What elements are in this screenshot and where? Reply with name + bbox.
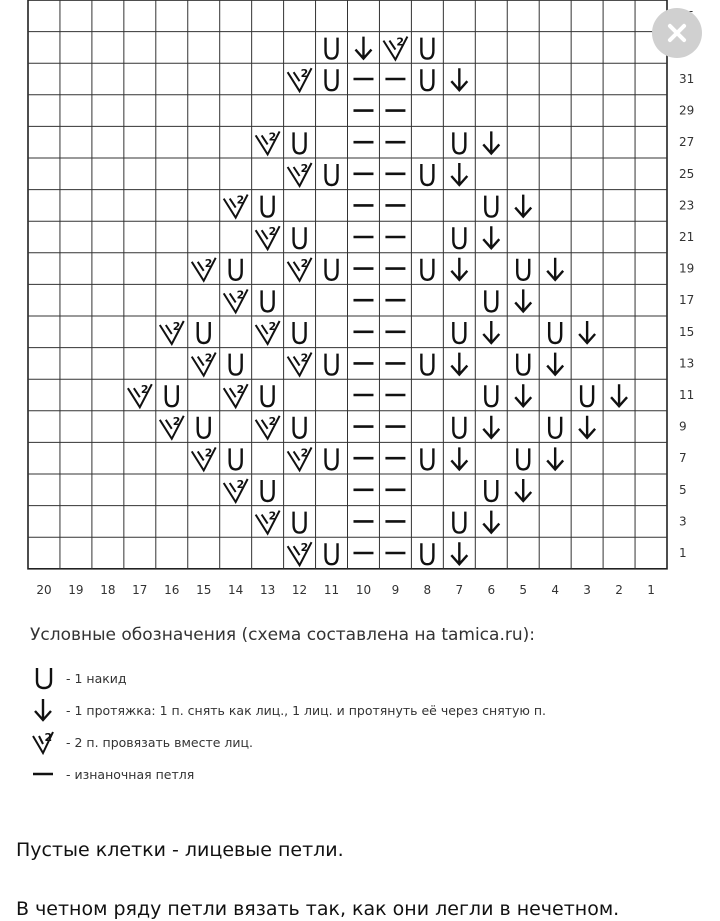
k2tog-number: 2	[300, 541, 309, 555]
column-label: 13	[259, 582, 276, 597]
k2tog-number: 2	[236, 193, 245, 207]
column-label: 20	[36, 582, 52, 597]
column-label: 14	[228, 582, 244, 597]
k2tog-number: 2	[300, 162, 309, 175]
column-label: 5	[519, 582, 528, 597]
column-label: 12	[291, 582, 308, 597]
column-label: 15	[196, 582, 212, 597]
k2tog-number: 2	[140, 383, 149, 397]
row-label: 15	[679, 324, 695, 339]
column-label: 3	[583, 582, 591, 597]
row-label: 7	[679, 451, 687, 466]
k2tog-number: 2	[300, 351, 309, 365]
k2tog-number: 2	[268, 130, 277, 144]
column-label: 8	[423, 582, 432, 597]
yarn-over-icon	[30, 665, 60, 691]
legend-title: Условные обозначения (схема составлена на tamica.ru):	[30, 625, 535, 645]
row-label: 13	[679, 356, 695, 371]
row-label: 31	[679, 72, 695, 86]
k2tog-icon	[30, 729, 60, 755]
row-label: 27	[679, 135, 695, 150]
k2tog-number: 2	[300, 256, 309, 270]
legend-text-yarn-over: - 1 накид	[66, 671, 127, 686]
svg-text:2: 2	[44, 731, 53, 744]
k2tog-number: 2	[268, 414, 277, 428]
row-label: 17	[679, 293, 695, 308]
column-label: 19	[68, 582, 84, 597]
note-even-rows: В четном ряду петли вязать так, как они легли в нечетном.	[16, 898, 620, 920]
legend-text-k2tog: - 2 п. провязать вместе лиц.	[66, 735, 253, 750]
k2tog-number: 2	[236, 288, 245, 302]
k2tog-number: 2	[172, 320, 181, 333]
row-label: 19	[679, 261, 695, 276]
note-empty-cells: Пустые клетки - лицевые петли.	[16, 839, 344, 861]
pull-through-icon	[30, 697, 60, 723]
column-label: 9	[391, 582, 400, 597]
k2tog-number: 2	[204, 446, 213, 460]
column-label: 2	[615, 582, 623, 597]
legend-text-purl: - изнаночная петля	[66, 767, 195, 782]
column-label: 11	[323, 582, 340, 597]
column-label: 16	[164, 582, 180, 597]
k2tog-number: 2	[204, 351, 213, 365]
row-label: 3	[679, 514, 687, 529]
k2tog-number: 2	[268, 225, 277, 239]
column-label: 10	[355, 582, 372, 597]
column-label: 17	[132, 582, 148, 597]
row-label: 5	[679, 482, 687, 497]
k2tog-number: 2	[172, 414, 181, 428]
row-label: 23	[679, 198, 695, 213]
column-label: 7	[455, 582, 464, 597]
row-label: 1	[679, 546, 687, 560]
row-label: 11	[679, 388, 695, 402]
k2tog-number: 2	[300, 67, 309, 81]
legend-text-pull-through: - 1 протяжка: 1 п. снять как лиц., 1 лиц. и протянуть её через снятую п.	[66, 703, 547, 718]
row-label: 9	[679, 419, 687, 434]
close-button[interactable]	[652, 8, 702, 58]
k2tog-number: 2	[396, 35, 405, 49]
column-label: 18	[100, 582, 116, 597]
k2tog-number: 2	[236, 383, 245, 397]
column-label: 4	[551, 582, 559, 597]
row-label: 21	[679, 230, 695, 244]
k2tog-number: 2	[204, 256, 213, 270]
k2tog-number: 2	[268, 509, 277, 523]
k2tog-number: 2	[300, 446, 309, 460]
row-label: 25	[679, 166, 695, 181]
row-label: 29	[679, 103, 695, 118]
column-label: 1	[647, 582, 655, 597]
column-label: 6	[487, 582, 496, 597]
purl-icon	[30, 761, 60, 787]
k2tog-number: 2	[236, 478, 245, 491]
k2tog-number: 2	[268, 320, 277, 333]
